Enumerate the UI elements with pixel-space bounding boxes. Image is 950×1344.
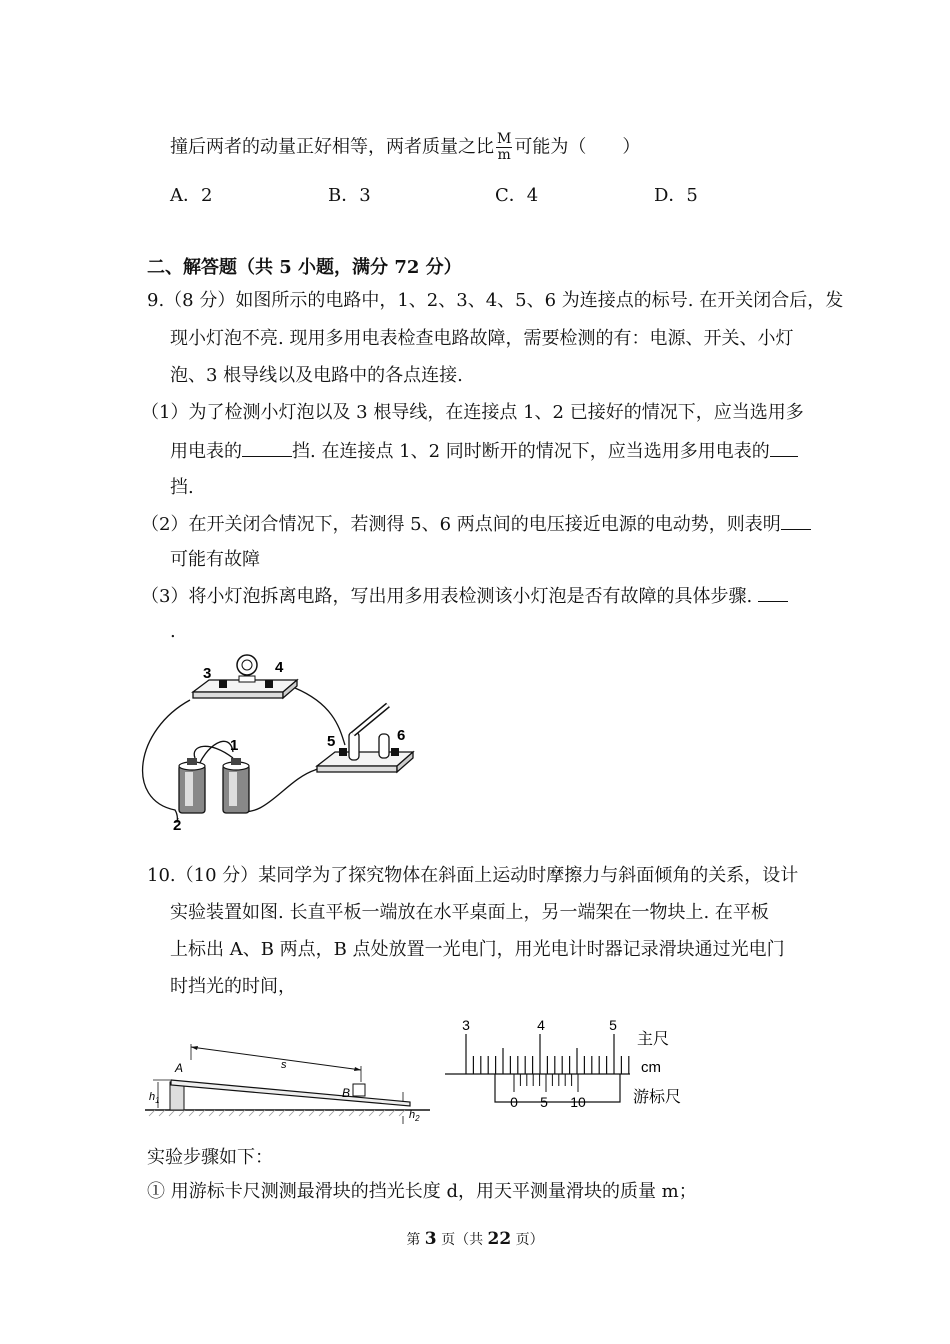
q9-part2-line-1 [141,511,811,537]
vernier-tick-label-5: 5 [540,1094,548,1110]
label-1: 1 [230,737,239,754]
h2-label: h [409,1109,416,1121]
label-4: 4 [275,659,284,676]
main-tick-label-3: 3 [462,1017,470,1033]
vernier-scale [514,1074,578,1092]
point-a-label: A [175,1061,184,1075]
label-5: 5 [327,733,336,750]
page-total: 22 [487,1229,512,1249]
photogate [353,1084,365,1096]
incline-figure [145,1040,435,1130]
step-1: ① 用游标卡尺测测最滑块的挡光长度 d，用天平测量滑块的质量 m； [147,1181,697,1202]
main-tick-label-5: 5 [609,1017,617,1033]
label-3: 3 [203,665,212,682]
page-number: 3 [424,1229,437,1249]
q9-stem-line-3: 泡、3 根导线以及电路中的各点连接. [170,365,463,386]
vernier-scale-label: 游标尺 [633,1089,682,1106]
footer-text-2: 页（共 [436,1232,488,1248]
q8-stem-pre: 撞后两者的动量正好相等，两者质量之比 [170,136,494,158]
footer-text-3: 页） [511,1232,544,1248]
q9-stem-line-1: 9.（8 分）如图所示的电路中，1、2、3、4、5、6 为连接点的标号. 在开关闭合后，发 [147,290,844,311]
section-heading: 二、解答题（共 5 小题，满分 72 分） [147,257,462,278]
vernier-caliper-figure [445,1010,705,1120]
distance-label: s [281,1059,287,1071]
q10-stem-line-2: 实验装置如图. 长直平板一端放在水平桌面上，另一端架在一物块上. 在平板 [170,902,769,923]
q9-part1-line-3: 挡. [170,477,194,498]
unit-label: cm [641,1059,661,1076]
q9-stem-line-2: 现小灯泡不亮. 现用多用电表检查电路故障，需要检测的有：电源、开关、小灯 [170,328,794,349]
distance-arrow [191,1047,361,1070]
main-scale-label: 主尺 [637,1031,670,1048]
circuit-figure [135,650,435,840]
answer-blank-4 [758,583,788,602]
steps-title: 实验步骤如下： [147,1147,273,1168]
answer-blank-1 [242,438,292,457]
answer-blank-3 [781,511,811,530]
point-b-label: B [342,1086,351,1100]
q8-stem-post: 可能为（ ） [514,136,641,158]
fraction-denominator: m [497,147,511,163]
q8-option-d: D．5 [654,185,698,206]
h1-subscript: 1 [155,1096,160,1105]
h2-subscript: 2 [415,1114,420,1123]
q9-part1-line-1: （1）为了检测小灯泡以及 3 根导线，在连接点 1、2 已接好的情况下，应当选用多 [141,402,804,423]
vernier-tick-label-10: 10 [570,1094,586,1110]
vernier-tick-label-0: 0 [510,1094,518,1110]
q9-part1-text-a: 用电表的 [170,441,242,462]
q9-part3-line-2: . [170,621,176,642]
inclined-board [171,1080,410,1106]
q9-part3-line-1 [141,583,788,609]
q8-option-a: A．2 [170,185,213,206]
q8-option-b: B．3 [328,185,371,206]
q9-part2-line-2: 可能有故障 [170,549,260,570]
footer-text-1: 第 [406,1232,425,1248]
label-6: 6 [397,727,406,744]
h1-label: h [149,1091,156,1103]
q8-option-c: C．4 [495,185,539,206]
q9-part1-text-b: 挡. 在连接点 1、2 同时断开的情况下，应当选用多用电表的 [292,441,770,462]
page-footer [0,1229,950,1249]
battery-left [179,758,205,813]
q9-part3-text: （3）将小灯泡拆离电路，写出用多用表检测该小灯泡是否有故障的具体步骤. [141,586,753,607]
q8-stem-line [170,132,640,163]
q10-stem-line-4: 时挡光的时间， [170,976,296,997]
q10-stem-line-1: 10.（10 分）某同学为了探究物体在斜面上运动时摩擦力与斜面倾角的关系，设计 [147,865,799,886]
answer-blank-2 [770,438,798,457]
svg-text:h2 [409,1109,420,1123]
fraction-numerator: M [497,131,512,147]
q10-stem-line-3: 上标出 A、B 两点，B 点处放置一光电门，用光电计时器记录滑块通过光电门 [170,939,785,960]
main-scale [466,1034,629,1074]
q9-part2-text: （2）在开关闭合情况下，若测得 5、6 两点间的电压接近电源的电动势，则表明 [141,514,781,535]
q9-part1-line-2 [170,438,798,464]
mass-ratio-fraction [496,132,512,163]
main-tick-label-4: 4 [537,1017,545,1033]
battery-right [223,758,249,813]
label-2: 2 [173,817,182,834]
